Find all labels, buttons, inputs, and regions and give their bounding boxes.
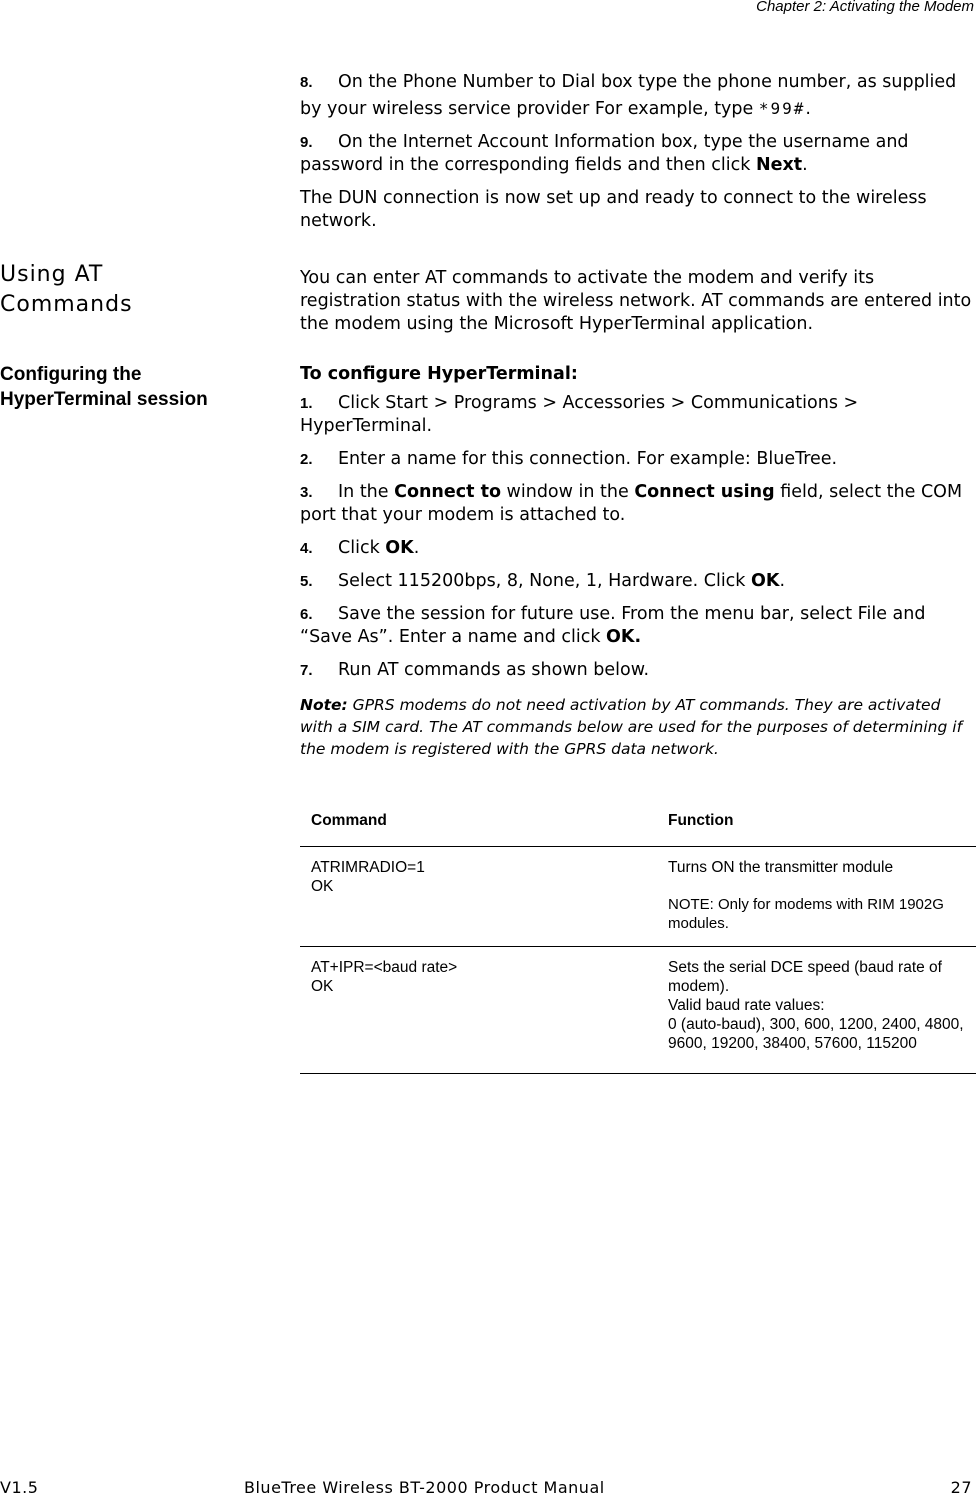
gprs-note: Note: GPRS modems do not need activation by AT commands. They are activated with a SIM card. The AT commands below are used for the purposes of determining if the modem is registered with the GPRS data network. [300, 696, 963, 758]
config-step-1: 1. Click Start > Programs > Accessories > Communications > HyperTerminal. [300, 393, 859, 436]
table-row [300, 847, 976, 947]
procedure-title: To configure HyperTerminal: [300, 364, 578, 384]
dun-ready-text: The DUN connection is now set up and ready to connect to the wireless network. [300, 188, 927, 231]
section-heading-using-at: Using AT Commands [0, 262, 133, 317]
table-row [300, 947, 976, 1074]
dial-code: *99# [758, 99, 806, 118]
config-step-7: 7. Run AT commands as shown below. [300, 660, 650, 680]
table-header-row [300, 808, 976, 847]
chapter-header: Chapter 2: Activating the Modem [756, 0, 974, 15]
function-cell: Turns ON the transmitter module NOTE: Only for modems with RIM 1902G modules. [657, 847, 976, 947]
footer-page-number: 27 [950, 1478, 972, 1497]
section-heading-configuring: Configuring the HyperTerminal session [0, 364, 208, 410]
config-step-6: 6. Save the session for future use. From the menu bar, select File and “Save As”. Enter a name and click OK. [300, 604, 926, 647]
using-at-body: You can enter AT commands to activate the modem and verify its registration status with the wireless network. AT commands are entered into the modem using the Microsoft HyperTerminal application. [300, 268, 972, 334]
function-cell: Sets the serial DCE speed (baud rate of modem). Valid baud rate values: 0 (auto-baud), 300, 600, 1200, 2400, 4800, 9600, 19200, 38400, 57600, 115200 [657, 947, 976, 1074]
step-8: 8. On the Phone Number to Dial box type the phone number, as supplied by your wireless service provider For example, type *99#. [300, 72, 957, 119]
column-header-function: Function [657, 808, 976, 847]
command-cell: AT+IPR=<baud rate> OK [300, 947, 657, 1074]
configure-procedure [300, 363, 976, 682]
config-step-5: 5. Select 115200bps, 8, None, 1, Hardware. Click OK. [300, 571, 786, 591]
config-step-2: 2. Enter a name for this connection. For example: BlueTree. [300, 449, 838, 469]
step-9: 9. On the Internet Account Information box, type the username and password in the corresponding fields and then click Next. [300, 132, 909, 175]
at-command-table [300, 808, 976, 1074]
config-step-3: 3. In the Connect to window in the Connect using field, select the COM port that your modem is attached to. [300, 482, 963, 525]
dun-steps [300, 69, 976, 233]
footer-title: BlueTree Wireless BT-2000 Product Manual [244, 1478, 605, 1497]
column-header-command: Command [300, 808, 657, 847]
config-step-4: 4. Click OK. [300, 538, 420, 558]
command-cell: ATRIMRADIO=1 OK [300, 847, 657, 947]
footer-version: V1.5 [0, 1478, 39, 1497]
note-label: Note: [300, 696, 348, 714]
